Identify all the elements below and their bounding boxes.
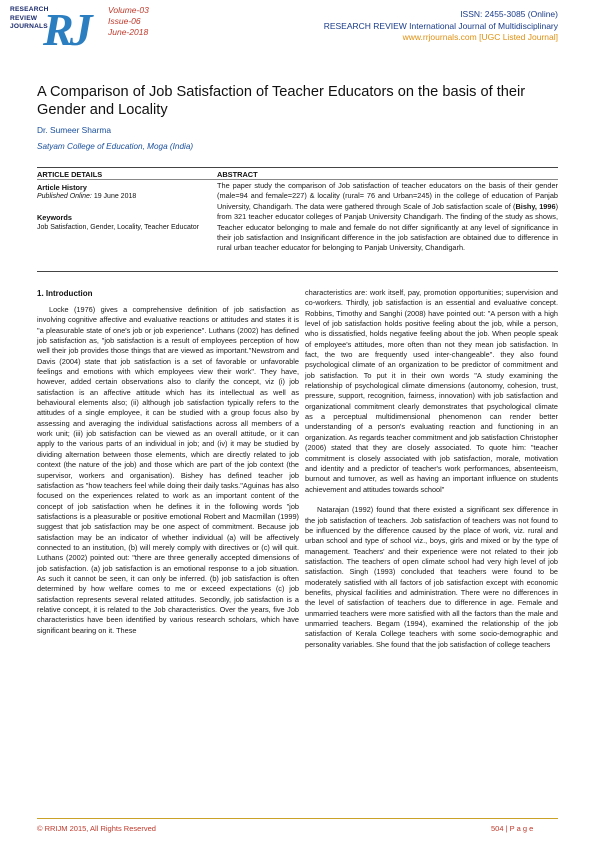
article-history-title: Article History <box>37 183 87 192</box>
footer-rule <box>37 818 558 819</box>
published-label: Published Online: <box>37 193 92 200</box>
keywords-list: Job Satisfaction, Gender, Locality, Teacher Educator <box>37 224 200 231</box>
logo-line-2: REVIEW <box>10 14 38 22</box>
issue-info <box>108 5 149 38</box>
details-header-rule <box>37 179 558 180</box>
journal-logo <box>10 6 110 62</box>
abstract-part-2: ) from 321 teacher educator colleges of Panjab University Chandigarh. The finding of the study as shows, Teacher educator belonging to male and female do not differ significantly at any level of significance in their job satisfaction and Insignificant difference in the job satisfaction are obtained due to difference in rural urban teacher educator for belonging to Panjab University, Chandigarh. <box>217 201 559 253</box>
author-name: Dr. Sumeer Sharma <box>37 125 112 135</box>
footer-page-number: 504 | P a g e <box>491 824 534 833</box>
journal-name: RESEARCH REVIEW International Journal of Multidisciplinary <box>323 20 558 31</box>
body-column-right <box>305 288 558 650</box>
author-affiliation: Satyam College of Education, Moga (India) <box>37 142 194 151</box>
details-bottom-rule <box>37 271 558 272</box>
issn-label: ISSN: 2455-3085 (Online) <box>460 9 558 19</box>
body-paragraph: Natarajan (1992) found that there existed a significant sex difference in the job satisfaction of teachers. Job satisfaction of teachers was not found to be influenced by the difference caused by the place of work, viz. rural and urban school and type of school viz., boys, girls and mixed or by the type of management. Teachers' and their experience were not related to their job satisfaction. The teachers of open climate school had very high level of job satisfaction. Singh (1993) concluded that teachers were found to be moderately satisfied with all factors of job satisfaction except with economic benefits, physical facilities and administration. There were no differences in the level of satisfaction of teachers due to difference in age. Female and unmarried teachers were more satisfied with all the factors than the male and unmarried teachers. Begam (1994), examined the relationship of the job satisfaction of Kerala College teachers with some socio-demographic and personality variables. She found that the job satisfaction of college teachers <box>305 505 558 649</box>
date-label: June-2018 <box>108 27 149 37</box>
body-column-left <box>37 305 299 636</box>
body-paragraph: Locke (1976) gives a comprehensive definition of job satisfaction as involving cognitive affective and evaluative reactions or attitudes and states it is "a pleasurable state of one's job or job experience". Luthans (2002) has defined job satisfaction as, "job satisfaction is a result of employees perception of how well their job provides those things that are viewed as important."Newstrom and Davis (2004) state that job satisfaction is a set of favorable or unfavorable feelings and emotions with which employees view their work". They have, however, added certain observations also to clarify the concept, viz (i) job satisfaction is an affective attitude which has its intellectual as well as behavioural elements also; (ii) although job satisfaction typically refers to the attitudes of a single employee, it can be studied with a group focus also by assessing and averaging the individual satisfactions across all members of a work unit; (iii) job satisfaction can be viewed as an overall attitude, or it can apply to the various parts of an individual in job; and (iv) it may be studied by dividing alternation between those elements, which are directly related to job context (the nature of the job) and those which are part of the job context (the supervisor, workers and organisation). Bishey has defined teacher job satisfaction as "how teachers feel while doing their daily tasks."Aguinas has also focused on the experiences related to work as an important content of the concept of job satisfaction when he defines it in the following words "job satisfactions is a pleasurable or positive emotional Robert and Macmillan (1999) suggest that job satisfaction may be one aspect of commitment. Because job satisfaction may be an indicator of whether individual (a) will be affectively connected to an institution, (b) will merely comply with directives or (c) will quit. Luthans (2002) pointed out: "there are three generally accepted dimensions of job satisfaction. (a) job satisfaction is an emotional response to a job situation. As such it cannot be seen, it can only be inferred. (b) job satisfaction is often determined by how welfare comes to me or exceed expectations (c) job satisfaction represents several related attitudes. Secondly, job satisfaction is a relative concept, it is related to the Job characteristics. Over the years, five Job characteristics have been identified by various research scholars, which have significant bearing on it. These <box>37 305 299 635</box>
abstract-heading: ABSTRACT <box>217 170 258 179</box>
body-paragraph: characteristics are: work itself, pay, promotion opportunities; supervision and co-workers. Thirdly, job satisfaction is an essential and evaluative concept. Robbins, Timothy and Sanghi (2008) have pointed out: "A person with a high level of job satisfaction holds positive feeling about the job, while a person, who is dissatisfied, holds negative feeling about the job. When people speak of employee's attitudes, more often than not they mean job satisfaction. In fact, the two are frequently used inter-changeable". they also found psychological climate of an organization to be predictor of commitment and job satisfaction. To put it in their own words "A study examining the relationship of psychological climate dimensions (autonomy, cohesion, trust, pressure, support, recognition, fairness, innovation) with job satisfaction and organizational commitment clearly demonstrates that psychological climate as a perceptual multidimensional phenomenon can render better understanding of a person's evaluating reaction and functioning in an organization. As regards teacher commitment and job satisfaction Christopher (2006) stated that they are closely associated. To quote him: "teacher commitment is closely associated with job satisfaction, morale, motivation and identity and a predictor of teacher's work performances, absenteeism, burnout and turnover, as well as having an important influence on students achievement and attitudes towards school" <box>305 288 558 494</box>
keywords-title: Keywords <box>37 213 72 222</box>
logo-rj-mark: RJ <box>43 4 89 55</box>
logo-line-3: JOURNALS <box>10 23 48 31</box>
journal-website-link[interactable]: www.rrjournals.com [UGC Listed Journal] <box>402 32 558 42</box>
volume-label: Volume-03 <box>108 5 149 15</box>
abstract-citation: Bishy, 1996 <box>515 201 556 211</box>
article-title: A Comparison of Job Satisfaction of Teacher Educators on the basis of their Gender and Locality <box>37 84 526 118</box>
abstract-part-1: The paper study the comparison of Job satisfaction of teacher educators on the basis of their gender (male=94 and female=227) & locality (rural= 76 and Urban=245) in the college of education of Panjab University, Chandigarh. The data were gathered through Scale of Job satisfaction scale of ( <box>217 181 558 211</box>
published-date: 19 June 2018 <box>91 193 137 200</box>
article-details-heading: ARTICLE DETAILS <box>37 170 103 179</box>
journal-info <box>324 9 558 44</box>
abstract-text <box>217 181 558 254</box>
details-top-rule <box>37 167 558 168</box>
section-heading-introduction: 1. Introduction <box>37 289 93 298</box>
logo-line-1: RESEARCH <box>10 6 49 13</box>
issue-label: Issue-06 <box>108 16 141 26</box>
footer-copyright: © RRIJM 2015, All Rights Reserved <box>37 824 156 833</box>
article-history <box>37 193 136 200</box>
